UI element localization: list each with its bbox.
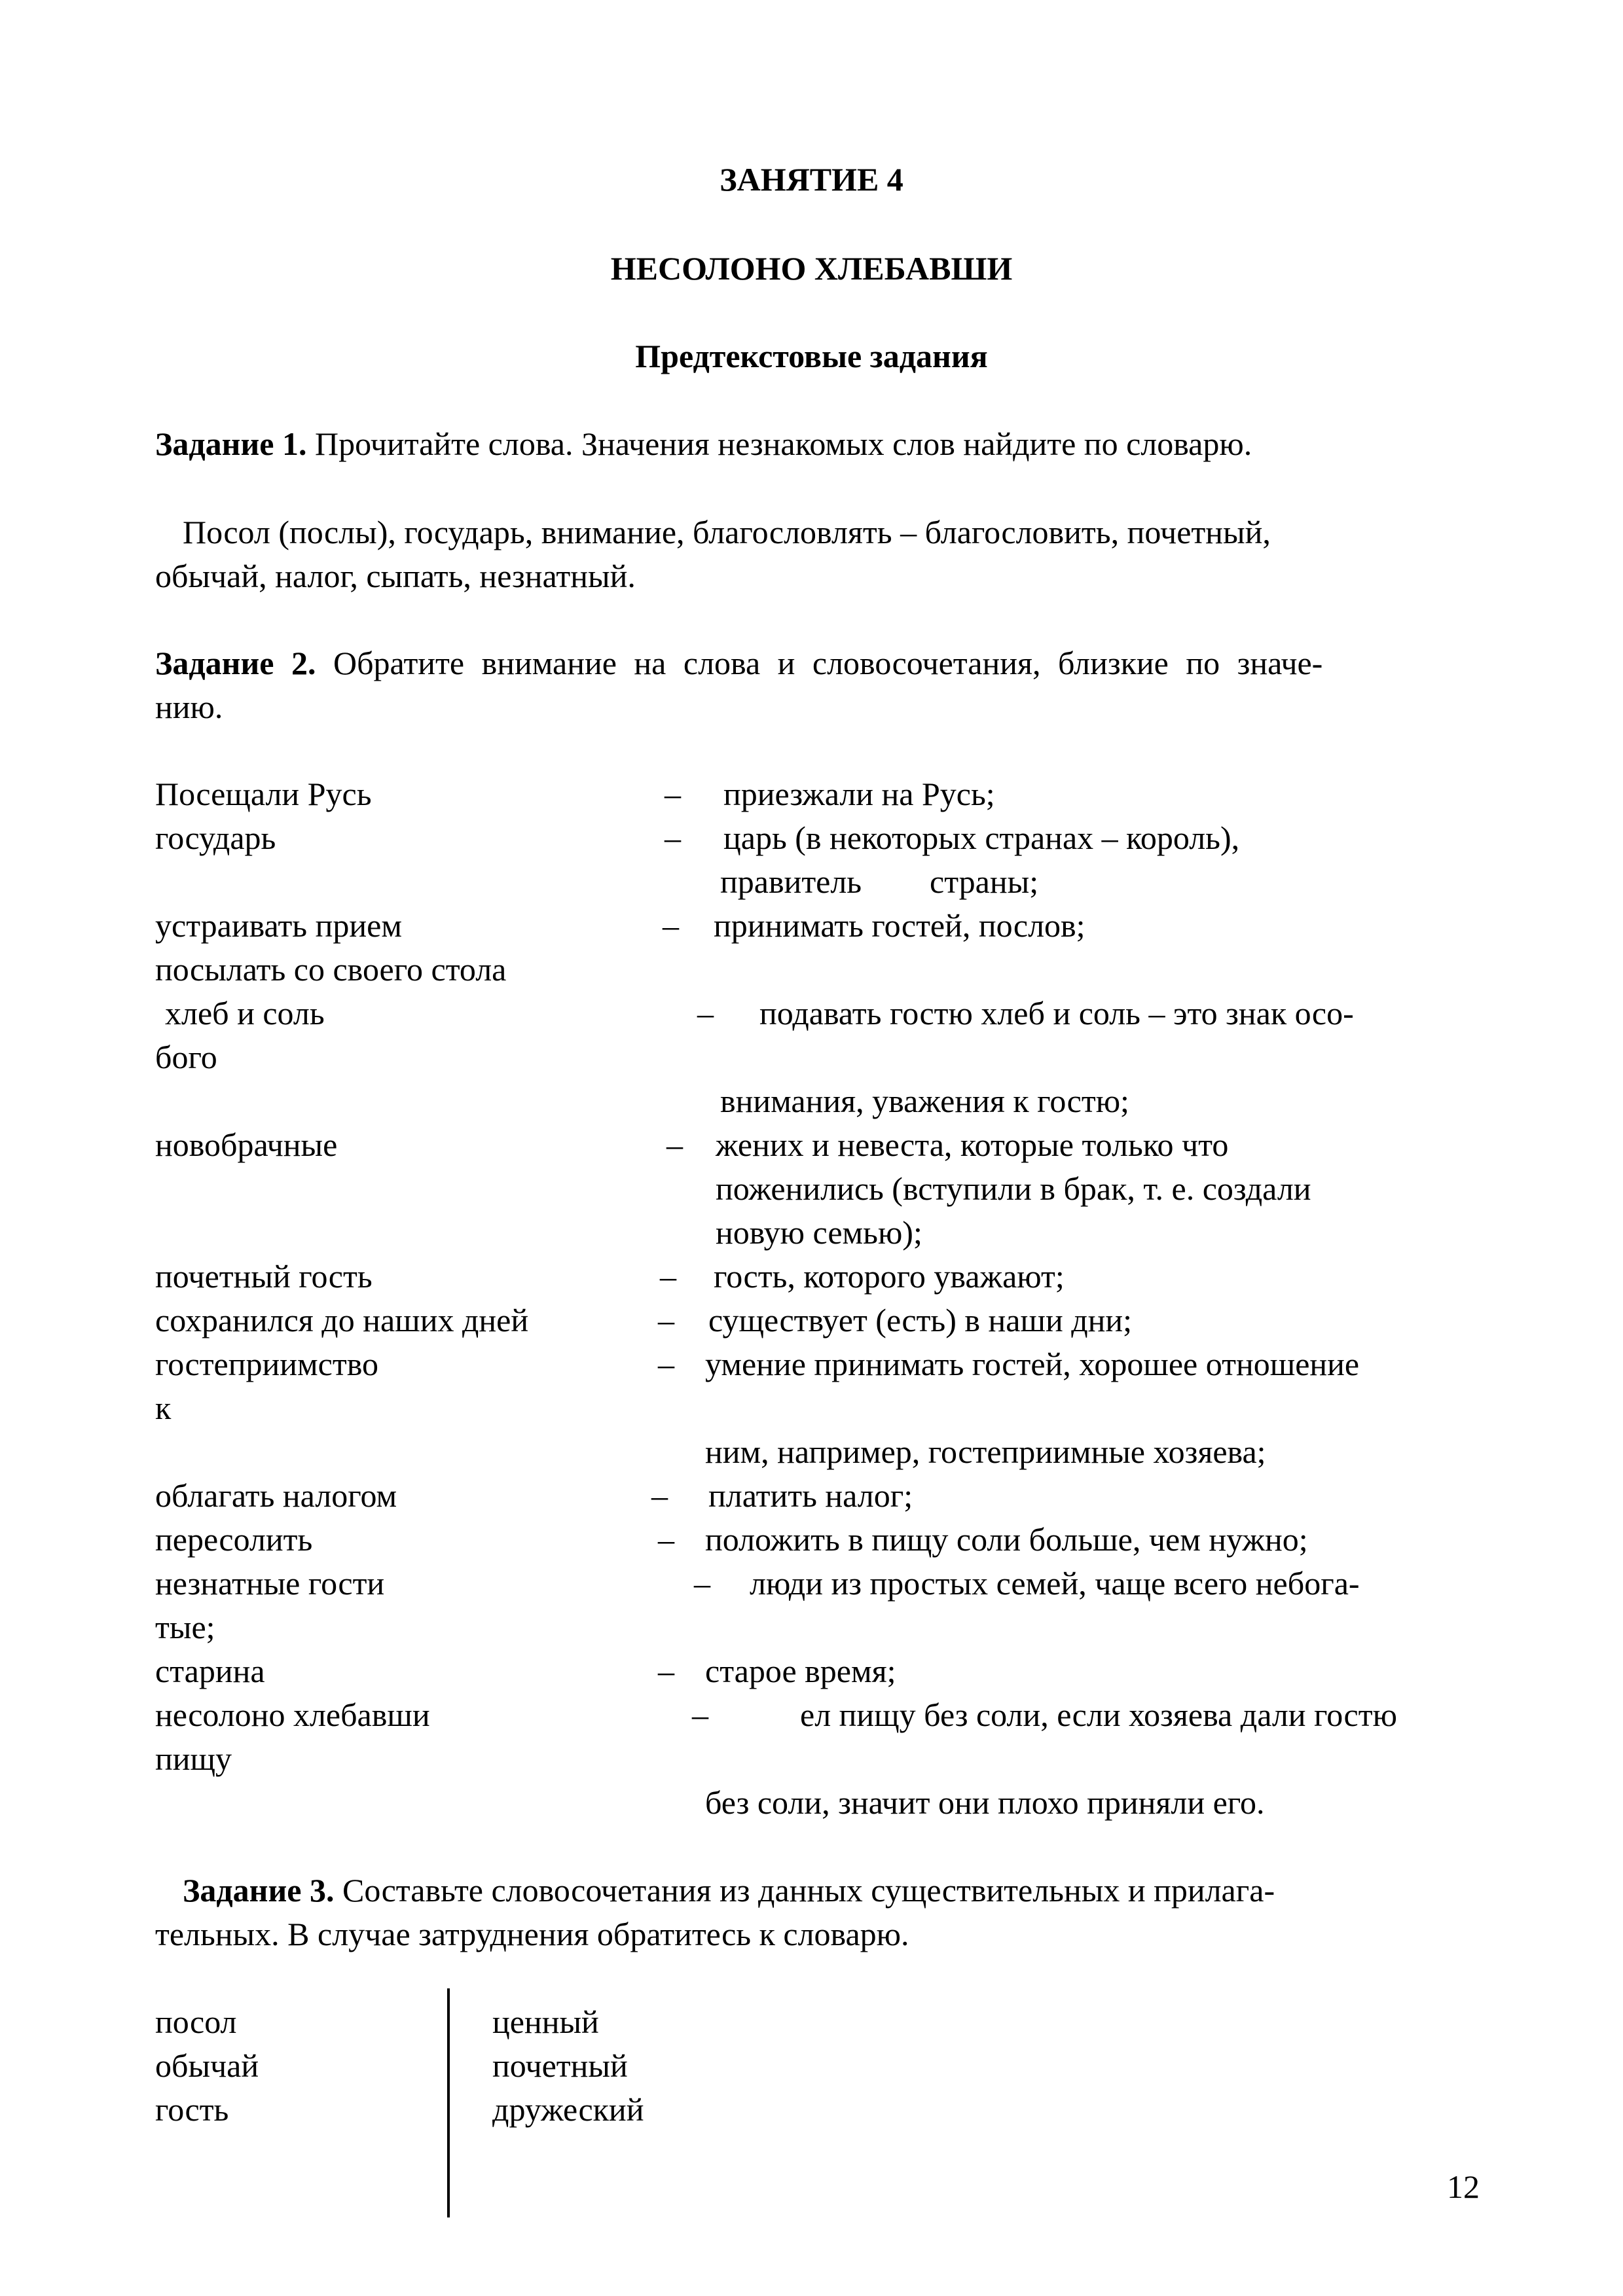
noun-item: гость bbox=[155, 2091, 229, 2128]
term: государь bbox=[155, 819, 276, 856]
task2-text-line1: Обратите внимание на слова и словосочетания, близкие по значе- bbox=[333, 645, 1323, 681]
dash: – bbox=[658, 1346, 674, 1382]
definition-continuation: поженились (вступили в брак, т. е. создали bbox=[716, 1170, 1311, 1207]
task1-instruction bbox=[155, 422, 1252, 466]
definition: гость, которого уважают; bbox=[714, 1258, 1065, 1295]
term: устраивать прием bbox=[155, 907, 402, 944]
definition-continuation: правитель bbox=[720, 863, 862, 900]
task1-words-line1: Посол (послы), государь, внимание, благословлять – благословить, почетный, bbox=[183, 514, 1271, 550]
definition: существует (есть) в наши дни; bbox=[708, 1302, 1133, 1338]
definition-continuation: внимания, уважения к гостю; bbox=[720, 1083, 1129, 1119]
definition: люди из простых семей, чаще всего небога- bbox=[750, 1565, 1360, 1602]
definition-wrap: пищу bbox=[155, 1740, 232, 1777]
term: Посещали Русь bbox=[155, 776, 372, 812]
dash: – bbox=[692, 1696, 708, 1733]
task2-label: Задание 2. bbox=[155, 645, 316, 681]
task2-instruction bbox=[155, 641, 1479, 685]
task3-text-line1: Составьте словосочетания из данных существительных и прилага- bbox=[342, 1872, 1275, 1909]
definition-continuation: ним, например, гостеприимные хозяева; bbox=[705, 1433, 1266, 1470]
definition: подавать гостю хлеб и соль – это знак осо- bbox=[759, 995, 1354, 1031]
section-subtitle: Предтекстовые задания bbox=[635, 338, 988, 374]
task1-text: Прочитайте слова. Значения незнакомых слов найдите по словарю. bbox=[315, 425, 1252, 462]
dash: – bbox=[658, 1521, 674, 1558]
dash: – bbox=[658, 1302, 674, 1338]
adjective-item: дружеский bbox=[492, 2091, 644, 2128]
dash: – bbox=[651, 1477, 668, 1514]
lesson-heading: ЗАНЯТИЕ 4 bbox=[720, 161, 903, 198]
definition-wrap: бого bbox=[155, 1039, 217, 1075]
definition: старое время; bbox=[705, 1653, 896, 1689]
definition: жених и невеста, которые только что bbox=[716, 1126, 1229, 1163]
definition: положить в пищу соли больше, чем нужно; bbox=[705, 1521, 1308, 1558]
task1-label: Задание 1. bbox=[155, 425, 307, 462]
term: пересолить bbox=[155, 1521, 313, 1558]
term: несолоно хлебавши bbox=[155, 1696, 430, 1733]
definition: ел пищу без соли, если хозяева дали гостю bbox=[800, 1696, 1397, 1733]
page-title: НЕСОЛОНО ХЛЕБАВШИ bbox=[610, 250, 1013, 287]
page-number: 12 bbox=[1447, 2168, 1480, 2205]
term: сохранился до наших дней bbox=[155, 1302, 529, 1338]
term: хлеб и соль bbox=[165, 995, 325, 1031]
task2-text-line2: нию. bbox=[155, 689, 223, 725]
definition: умение принимать гостей, хорошее отношение bbox=[705, 1346, 1360, 1382]
term: посылать со своего стола bbox=[155, 951, 507, 988]
task3-text-line2: тельных. В случае затруднения обратитесь к словарю. bbox=[155, 1916, 909, 1952]
definition: принимать гостей, послов; bbox=[714, 907, 1085, 944]
dash: – bbox=[663, 907, 679, 944]
task3-label: Задание 3. bbox=[183, 1872, 335, 1909]
definition-continuation: новую семью); bbox=[716, 1214, 922, 1251]
definition-continuation: страны; bbox=[930, 863, 1039, 900]
dash: – bbox=[666, 1126, 683, 1163]
adjective-item: почетный bbox=[492, 2047, 628, 2084]
column-divider bbox=[447, 1988, 450, 2217]
term: гостеприимство bbox=[155, 1346, 378, 1382]
dash: – bbox=[697, 995, 714, 1031]
noun-item: обычай bbox=[155, 2047, 259, 2084]
noun-item: посол bbox=[155, 2003, 237, 2040]
dash: – bbox=[658, 1653, 674, 1689]
adjective-item: ценный bbox=[492, 2003, 599, 2040]
definition: платить налог; bbox=[708, 1477, 913, 1514]
term: почетный гость bbox=[155, 1258, 373, 1295]
definition-wrap: к bbox=[155, 1390, 172, 1426]
dash: – bbox=[665, 776, 681, 812]
definition: царь (в некоторых странах – король), bbox=[723, 819, 1240, 856]
dash: – bbox=[694, 1565, 710, 1602]
definition-continuation: без соли, значит они плохо приняли его. bbox=[705, 1784, 1265, 1821]
dash: – bbox=[660, 1258, 676, 1295]
definition-wrap: тые; bbox=[155, 1609, 215, 1645]
term: новобрачные bbox=[155, 1126, 338, 1163]
task3-instruction bbox=[183, 1869, 1479, 1912]
term: незнатные гости bbox=[155, 1565, 385, 1602]
term: старина bbox=[155, 1653, 265, 1689]
dash: – bbox=[665, 819, 681, 856]
definition: приезжали на Русь; bbox=[723, 776, 995, 812]
task1-words-line2: обычай, налог, сыпать, незнатный. bbox=[155, 558, 636, 594]
term: облагать налогом bbox=[155, 1477, 397, 1514]
